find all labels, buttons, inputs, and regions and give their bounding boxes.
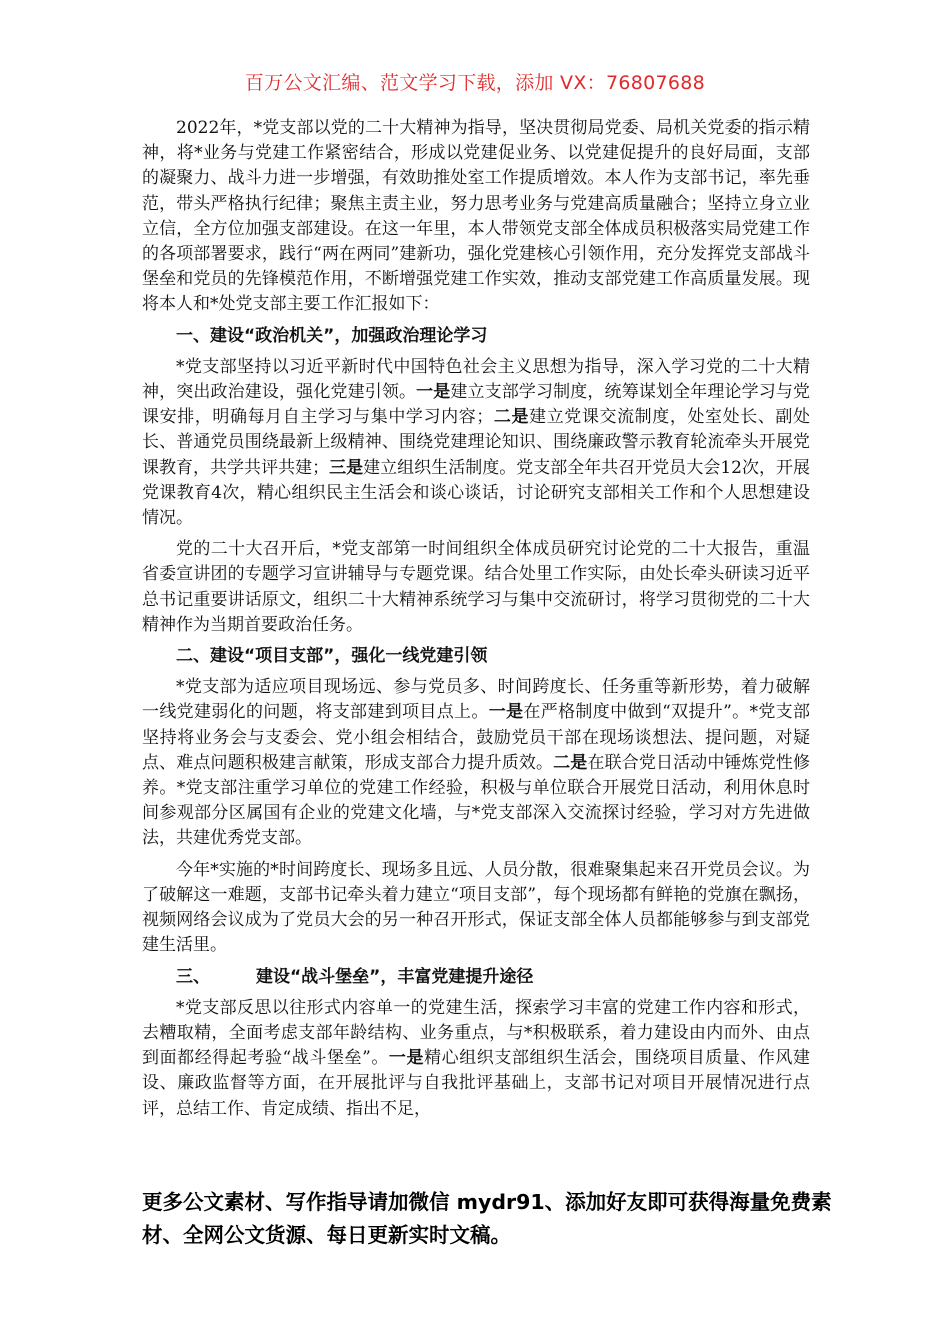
section1-heading: 一、建设“政治机关”，加强政治理论学习 — [176, 325, 488, 346]
section2-paragraph-2: 今年*实施的*时间跨度长、现场多且远、人员分散，很难聚集起来召开党员会议。为了破解这一难题，支部书记牵头着力建立“项目支部”，每个现场都有鲜艳的党旗在飘扬，视频网络会议成为了党员大会的另一种召开形式，保证支部全体人员都能够参与到支部党建生活里。 — [142, 859, 810, 956]
keyword: 二是 — [553, 752, 588, 773]
text-segment: 在严格制度中做到“双提升”。*党支部坚持将业务会与支委会、党小组会相结合，鼓励党员干部在现场谈想法、提问题，对疑点、难点问题积极建言献策，形成支部合力提升质效。 — [142, 702, 811, 773]
section1-paragraph-2: 党的二十大召开后，*党支部第一时间组织全体成员研究讨论党的二十大报告，重温省委宣讲团的专题学习宣讲辅导与专题党课。结合处里工作实际，由处长牵头研读习近平总书记重要讲话原文，组织二十大精神系统学习与集中交流研讨，将学习贯彻党的二十大精神作为当期首要政治任务。 — [142, 539, 810, 635]
text-segment: *党支部反思以往形式内容单一的党建生活，探索学习丰富的党建工作内容和形式，去糟取精，全面考虑支部年龄结构、业务重点，与*积极联系，着力建设由内而外、由点到面都经得起考验“战斗堡垒”。 — [142, 997, 810, 1069]
text-segment: *党支部坚持以习近平新时代中国特色社会主义思想为指导，深入学习党的二十大精神，突出政治建设，强化党建引领。 — [142, 356, 810, 403]
text-segment: 建立组织生活制度。党支部全年共召开党员大会12次，开展党课教育4次，精心组织民主生活会和谈心谈话，讨论研究支部相关工作和个人思想建设情况。 — [142, 457, 811, 529]
section3-heading-text: 建设“战斗堡垒”，丰富党建提升途径 — [256, 966, 534, 987]
text-segment: 建立党课交流制度，处室处长、副处长、普通党员围绕最新上级精神、围绕党建理论知识、围绕廉政警示教育轮流牵头开展党课教育，共学共评共建； — [142, 407, 811, 478]
keyword: 一是 — [388, 1048, 425, 1069]
text-segment: 建立支部学习制度，统筹谋划全年理论学习与党课安排，明确每月自主学习与集中学习内容； — [142, 382, 811, 428]
keyword: 三是 — [329, 457, 364, 478]
section3-paragraph-1 — [142, 996, 810, 1122]
header-banner: 百万公文汇编、范文学习下载，添加 VX：76807688 — [244, 72, 706, 94]
footer-ad: 更多公文素材、写作指导请加微信 mydr91、添加好友即可获得海量免费素材、全网公文货源、每日更新实时文稿。 — [142, 1190, 832, 1247]
section2-heading: 二、建设“项目支部”，强化一线党建引领 — [176, 646, 488, 667]
text-segment: 在联合党日活动中锤炼党性修养。*党支部注重学习单位的党建工作经验，积极与单位联合开展党日活动，利用休息时间参观部分区属国有企业的党建文化墙，与*党支部深入交流探讨经验，学习对方先进做法，共建优秀党支部。 — [142, 752, 811, 849]
section3-heading — [142, 965, 810, 990]
text-segment: 精心组织支部组织生活会，围绕项目质量、作风建设、廉政监督等方面，在开展批评与自我批评基础上，支部书记对项目开展情况进行点评，总结工作、肯定成绩、指出不足， — [142, 1048, 811, 1119]
intro-paragraph: 2022年，*党支部以党的二十大精神为指导，坚决贯彻局党委、局机关党委的指示精神，将*业务与党建工作紧密结合，形成以党建促业务、以党建促提升的良好局面，支部的凝聚力、战斗力进一步增强，有效助推处室工作提质增效。本人作为支部书记，率先垂范，带头严格执行纪律；聚焦主责主业，努力思考业务与党建高质量融合；坚持立身立业立信，全方位加强支部建设。在这一年里，本人带领党支部全体成员积极落实局党建工作的各项部署要求，践行“两在两同”建新功，强化党建核心引领作用，充分发挥党支部战斗堡垒和党员的先锋模范作用，不断增强党建工作实效，推动支部党建工作高质量发展。现将本人和*处党支部主要工作汇报如下： — [142, 118, 810, 315]
keyword: 一是 — [416, 382, 451, 403]
section2-paragraph-1 — [142, 675, 810, 851]
document-body — [142, 116, 810, 1128]
text-segment: *党支部为适应项目现场远、参与党员多、时间跨度长、任务重等新形势，着力破解一线党建弱化的问题，将支部建到项目点上。 — [142, 677, 810, 723]
keyword: 二是 — [493, 407, 530, 428]
keyword: 一是 — [488, 702, 524, 723]
section3-heading-number: 三、 — [176, 966, 210, 987]
section1-paragraph-1 — [142, 355, 810, 531]
